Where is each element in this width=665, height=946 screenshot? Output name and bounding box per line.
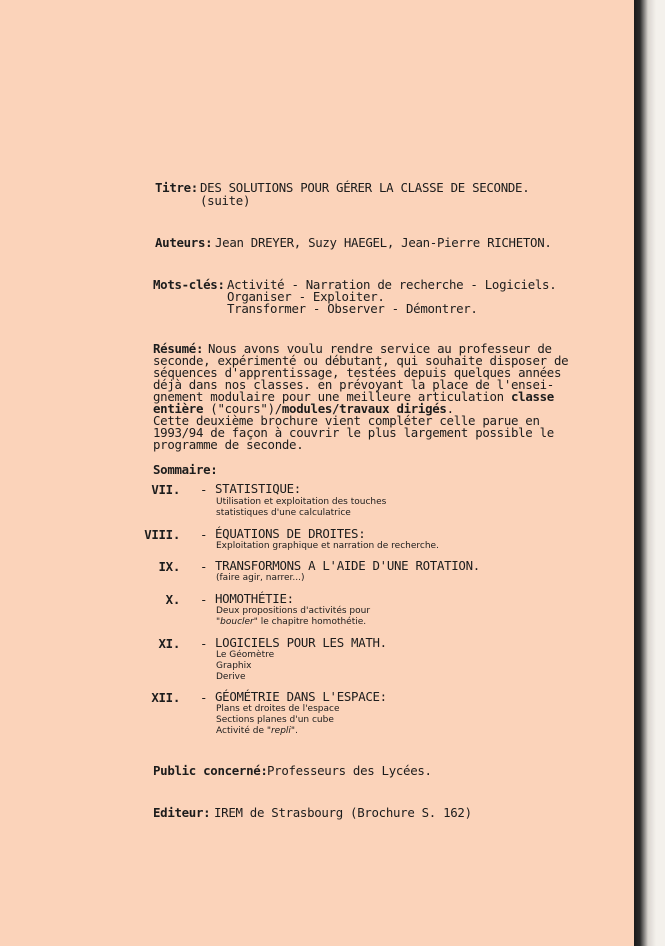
sommaire-title-xii: GÉOMÉTRIE DANS L'ESPACE: <box>215 689 387 704</box>
resume-line-6-bold-1: entière <box>153 401 204 416</box>
resume-line-6-text: ("cours")/ <box>203 401 282 416</box>
sommaire-desc: statistiques d'une calculatrice <box>216 508 351 518</box>
sommaire-desc: (faire agir, narrer...) <box>216 573 305 583</box>
resume-line-1: Nous avons voulu rendre service au professeur de <box>208 341 552 356</box>
sommaire-desc-italic: "repli" <box>266 726 296 736</box>
sommaire-desc-text: Activité de <box>216 726 267 736</box>
resume-line-2: seconde, expérimenté ou débutant, qui souhaite disposer de <box>153 353 569 368</box>
resume-line-7: Cette deuxième brochure vient compléter celle parue en <box>153 413 540 428</box>
sommaire-title-x: HOMOTHÉTIE: <box>215 591 294 606</box>
resume-line-3: séquences d'apprentissage, testées depuis quelques années <box>153 365 562 380</box>
mots-cles-line-1: Activité - Narration de recherche - Logiciels. <box>227 277 557 292</box>
sommaire-desc-italic: "boucler" <box>216 617 258 627</box>
resume-line-5-text: gnement modulaire pour une meilleure articulation <box>153 389 511 404</box>
resume-line-8: 1993/94 de façon à couvrir le plus largement possible le <box>153 425 554 440</box>
sommaire-dash: - <box>200 636 208 651</box>
mots-cles-line-3: Transformer - Observer - Démontrer. <box>227 301 478 316</box>
sommaire-label: Sommaire: <box>153 462 218 477</box>
sommaire-desc <box>216 616 366 628</box>
sommaire-dash: - <box>200 482 208 497</box>
sommaire-title-vii: STATISTIQUE: <box>215 481 301 496</box>
scan-edge-shadow <box>634 0 665 946</box>
sommaire-dash: - <box>200 690 208 705</box>
mots-cles-label: Mots-clés: <box>153 277 225 292</box>
sommaire-desc: Sections planes d'un cube <box>216 715 334 725</box>
editeur-label: Editeur: <box>153 805 211 820</box>
sommaire-title-xi: LOGICIELS POUR LES MATH. <box>215 635 387 650</box>
auteurs-label: Auteurs: <box>155 235 213 250</box>
sommaire-num-viii: VIII. <box>144 527 180 542</box>
sommaire-num-vii: VII. <box>151 482 180 497</box>
resume-line-6-end: . <box>446 401 454 416</box>
titre-line-1: DES SOLUTIONS POUR GÉRER LA CLASSE DE SECONDE. <box>200 180 530 195</box>
sommaire-title-ix: TRANSFORMONS A L'AIDE D'UNE ROTATION. <box>215 558 480 573</box>
sommaire-desc: Exploitation graphique et narration de recherche. <box>216 541 439 551</box>
resume-line-6-bold-2: modules/travaux dirigés <box>281 401 447 416</box>
sommaire-desc: Utilisation et exploitation des touches <box>216 497 387 507</box>
public-value: Professeurs des Lycées. <box>267 763 432 778</box>
sommaire-num-xi: XI. <box>158 636 180 651</box>
sommaire-num-x: X. <box>165 592 180 607</box>
sommaire-desc-end: . <box>295 726 298 736</box>
sommaire-num-xii: XII. <box>151 690 180 705</box>
titre-label: Titre: <box>155 180 198 195</box>
public-label: Public concerné: <box>153 763 268 778</box>
sommaire-desc <box>216 725 298 737</box>
resume-line-9: programme de seconde. <box>153 437 304 452</box>
sommaire-dash: - <box>200 527 208 542</box>
sommaire-dash: - <box>200 559 208 574</box>
editeur-value: IREM de Strasbourg (Brochure S. 162) <box>214 805 472 820</box>
sommaire-desc: Le Géomètre <box>216 650 275 660</box>
sommaire-num-ix: IX. <box>158 559 180 574</box>
sommaire-dash: - <box>200 592 208 607</box>
sommaire-desc: Plans et droites de l'espace <box>216 704 340 714</box>
sommaire-desc: Deux propositions d'activités pour <box>216 606 371 616</box>
resume-line-5-bold: classe <box>511 389 554 404</box>
resume-line-4: déjà dans nos classes. en prévoyant la place de l'ensei- <box>153 377 554 392</box>
sommaire-desc: Graphix <box>216 661 252 671</box>
auteurs-value: Jean DREYER, Suzy HAEGEL, Jean-Pierre RICHETON. <box>215 235 552 250</box>
sommaire-desc-text: le chapitre homothétie. <box>257 617 367 627</box>
titre-line-2: (suite) <box>200 193 251 208</box>
sommaire-desc: Derive <box>216 672 246 682</box>
sommaire-title-viii: ÉQUATIONS DE DROITES: <box>215 526 366 541</box>
resume-label: Résumé: <box>153 341 204 356</box>
mots-cles-line-2: Organiser - Exploiter. <box>227 289 385 304</box>
